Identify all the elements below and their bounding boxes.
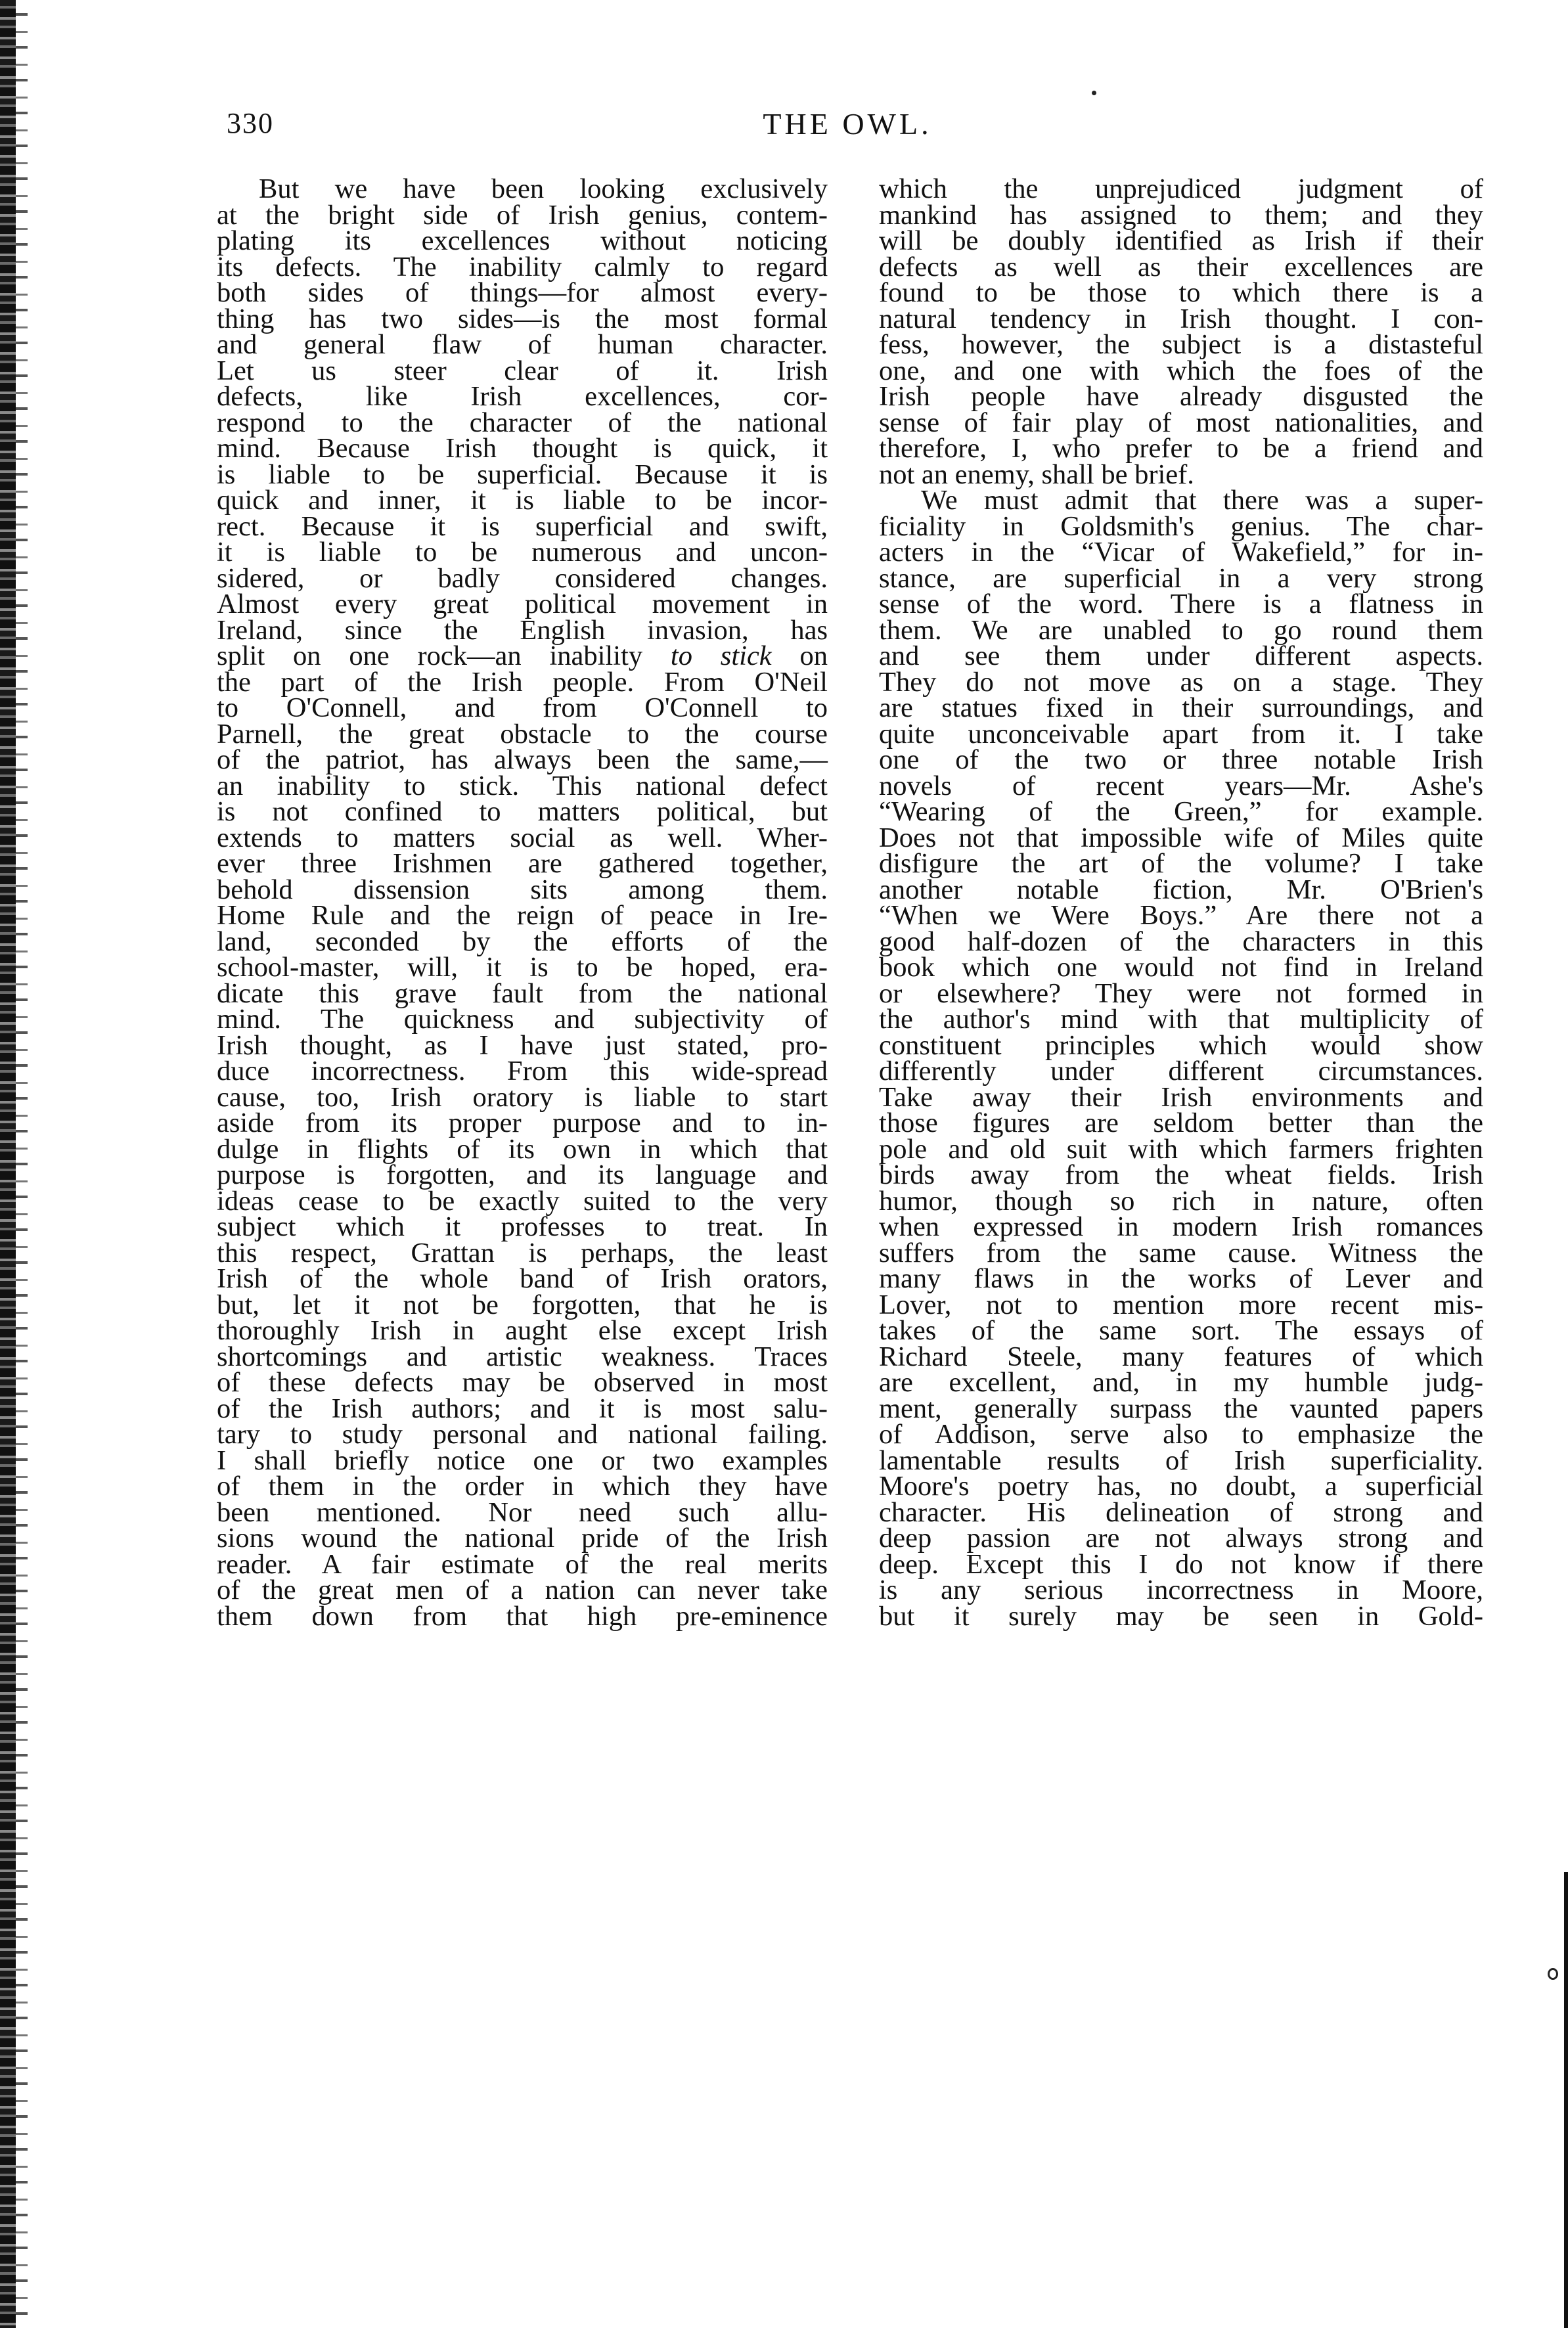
text-line: defects as well as their excellences are [879,251,1483,282]
text-line: birds away from the wheat fields. Irish [879,1159,1483,1190]
text-line: reader. A fair estimate of the real merits [217,1548,828,1580]
text-line: sidered, or badly considered changes. [217,562,828,594]
text-line: one, and one with which the foes of the [879,355,1483,386]
text-line: cause, too, Irish oratory is liable to start [217,1081,828,1113]
text-line: deep passion are not always strong and [879,1523,1483,1554]
text-line: mind. The quickness and subjectivity of [217,1004,828,1035]
text-line: natural tendency in Irish thought. I con- [879,303,1483,334]
page-number: 330 [227,107,274,139]
text-line: ever three Irishmen are gathered together, [217,848,828,879]
text-line: an inability to stick. This national defect [217,770,828,801]
text-line: are statues fixed in their surroundings, and [879,692,1483,723]
text-line: or elsewhere? They were not formed in [879,977,1483,1009]
text-line: both sides of things—for almost every- [217,277,828,308]
text-line: dicate this grave fault from the national [217,977,828,1009]
text-line: Ireland, since the English invasion, has [217,614,828,646]
text-line: Lover, not to mention more recent mis- [879,1289,1483,1320]
text-line: but, let it not be forgotten, that he is [217,1289,828,1320]
text-line: of the great men of a nation can never take [217,1575,828,1605]
text-line: ment, generally surpass the vaunted papers [879,1393,1483,1424]
text-line: “Wearing of the Green,” for example. [879,796,1483,827]
binding-edge-shadow [16,0,28,2328]
text-line: this respect, Grattan is perhaps, the least [217,1237,828,1268]
ink-ring-mark [1548,1968,1558,1980]
text-line: lamentable results of Irish superficiality. [879,1444,1483,1476]
text-line: pole and old suit with which farmers frighten [879,1133,1483,1165]
text-line: sense of the word. There is a flatness in [879,589,1483,619]
text-line: sense of fair play of most nationalities, and [879,407,1483,438]
text-line: its defects. The inability calmly to regard [217,251,828,282]
text-line: them down from that high pre-eminence [217,1600,828,1632]
text-line: it is liable to be numerous and uncon- [217,537,828,568]
italic-phrase: to stick [670,640,772,671]
text-line: many flaws in the works of Lever and [879,1263,1483,1294]
text-line: defects, like Irish excellences, cor- [217,381,828,412]
text-line: humor, though so rich in nature, often [879,1185,1483,1217]
text-line: is liable to be superficial. Because it is [217,459,828,490]
text-line: takes of the same sort. The essays of [879,1315,1483,1346]
text-line: therefore, I, who prefer to be a friend and [879,433,1483,464]
text-line: Does not that impossible wife of Miles quite [879,822,1483,853]
text-line: tary to study personal and national failing. [217,1419,828,1450]
text-line: thoroughly Irish in aught else except Irish [217,1315,828,1346]
text-line: purpose is forgotten, and its language and [217,1159,828,1190]
text-line: rect. Because it is superficial and swift, [217,510,828,542]
text-line: will be doubly identified as Irish if their [879,225,1483,256]
text-line: We must admit that there was a super- [921,485,1483,516]
text-line: the author's mind with that multiplicity of [879,1004,1483,1035]
text-line: Irish of the whole band of Irish orators, [217,1263,828,1294]
text-line: those figures are seldom better than the [879,1108,1483,1138]
text-line: land, seconded by the efforts of the [217,926,828,957]
text-line: differently under different circumstances. [879,1056,1483,1086]
text-line: They do not move as on a stage. They [879,666,1483,698]
text-line: mankind has assigned to them; and they [879,199,1483,231]
text-line: quite unconceivable apart from it. I take [879,718,1483,750]
text-line: Almost every great political movement in [217,589,828,619]
text-line: aside from its proper purpose and to in- [217,1108,828,1138]
text-line: of them in the order in which they have [217,1471,828,1502]
text-line: Richard Steele, many features of which [879,1341,1483,1372]
text-line: book which one would not find in Ireland [879,952,1483,983]
text-line: Irish people have already disgusted the [879,381,1483,412]
text-line: Let us steer clear of it. Irish [217,355,828,386]
text-line: good half-dozen of the characters in this [879,926,1483,957]
text-line: constituent principles which would show [879,1029,1483,1061]
right-text-column [879,173,1483,1632]
text-line: which the unprejudiced judgment of [879,173,1483,204]
page-edge-shadow [1564,1872,1568,2328]
text-line: is any serious incorrectness in Moore, [879,1575,1483,1605]
binding-edge [0,0,16,2328]
text-line: “When we Were Boys.” Are there not a [879,900,1483,931]
text-line: one of the two or three notable Irish [879,744,1483,775]
text-line: mind. Because Irish thought is quick, it [217,433,828,464]
text-line: Take away their Irish environments and [879,1081,1483,1113]
text-line: are excellent, and, in my humble judg- [879,1367,1483,1398]
text-line: is not confined to matters political, but [217,796,828,827]
text-line: novels of recent years—Mr. Ashe's [879,770,1483,801]
text-line: fess, however, the subject is a distasteful [879,329,1483,360]
text-line: behold dissension sits among them. [217,874,828,905]
ink-speck [1092,91,1096,95]
text-line: I shall briefly notice one or two examples [217,1444,828,1476]
text-line: been mentioned. Nor need such allu- [217,1496,828,1528]
text-line: another notable fiction, Mr. O'Brien's [879,874,1483,905]
text-line: duce incorrectness. From this wide-spread [217,1056,828,1086]
text-line: school-master, will, it is to be hoped, era- [217,952,828,983]
text-line: and general flaw of human character. [217,329,828,360]
text-line: extends to matters social as well. Wher- [217,822,828,853]
text-line: stance, are superficial in a very strong [879,562,1483,594]
text-line: Parnell, the great obstacle to the course [217,718,828,750]
text-line: but it surely may be seen in Gold- [879,1600,1483,1632]
text-line: them. We are unabled to go round them [879,614,1483,646]
text-line: character. His delineation of strong and [879,1496,1483,1528]
text-line: ficiality in Goldsmith's genius. The char- [879,510,1483,542]
text-line: split on one rock—an inability to stick on [217,640,828,671]
text-line: at the bright side of Irish genius, contem- [217,199,828,231]
text-line: suffers from the same cause. Witness the [879,1237,1483,1268]
text-line: Moore's poetry has, no doubt, a superficial [879,1471,1483,1502]
text-line: when expressed in modern Irish romances [879,1211,1483,1242]
text-line: not an enemy, shall be brief. [879,459,1194,490]
text-line: found to be those to which there is a [879,277,1483,308]
text-line: Home Rule and the reign of peace in Ire- [217,900,828,931]
text-line: of Addison, serve also to emphasize the [879,1419,1483,1450]
text-line: of the Irish authors; and it is most salu- [217,1393,828,1424]
text-line: respond to the character of the national [217,407,828,438]
text-line: of the patriot, has always been the same,— [217,744,828,775]
text-line: shortcomings and artistic weakness. Traces [217,1341,828,1372]
text-line: sions wound the national pride of the Irish [217,1523,828,1554]
text-line: deep. Except this I do not know if there [879,1548,1483,1580]
text-line: Irish thought, as I have just stated, pro- [217,1029,828,1061]
running-title: THE OWL. [763,107,932,141]
text-line: to O'Connell, and from O'Connell to [217,692,828,723]
text-line: disfigure the art of the volume? I take [879,848,1483,879]
text-line: quick and inner, it is liable to be incor- [217,485,828,516]
page-header [227,106,1468,152]
text-line: the part of the Irish people. From O'Neil [217,666,828,698]
text-line: of these defects may be observed in most [217,1367,828,1398]
text-line: and see them under different aspects. [879,640,1483,671]
text-line: thing has two sides—is the most formal [217,303,828,334]
text-line: plating its excellences without noticing [217,225,828,256]
text-line: But we have been looking exclusively [259,173,828,204]
left-text-column [217,173,828,1632]
text-line: dulge in flights of its own in which that [217,1133,828,1165]
text-line: subject which it professes to treat. In [217,1211,828,1242]
text-line: acters in the “Vicar of Wakefield,” for in- [879,537,1483,568]
text-line: ideas cease to be exactly suited to the very [217,1185,828,1217]
